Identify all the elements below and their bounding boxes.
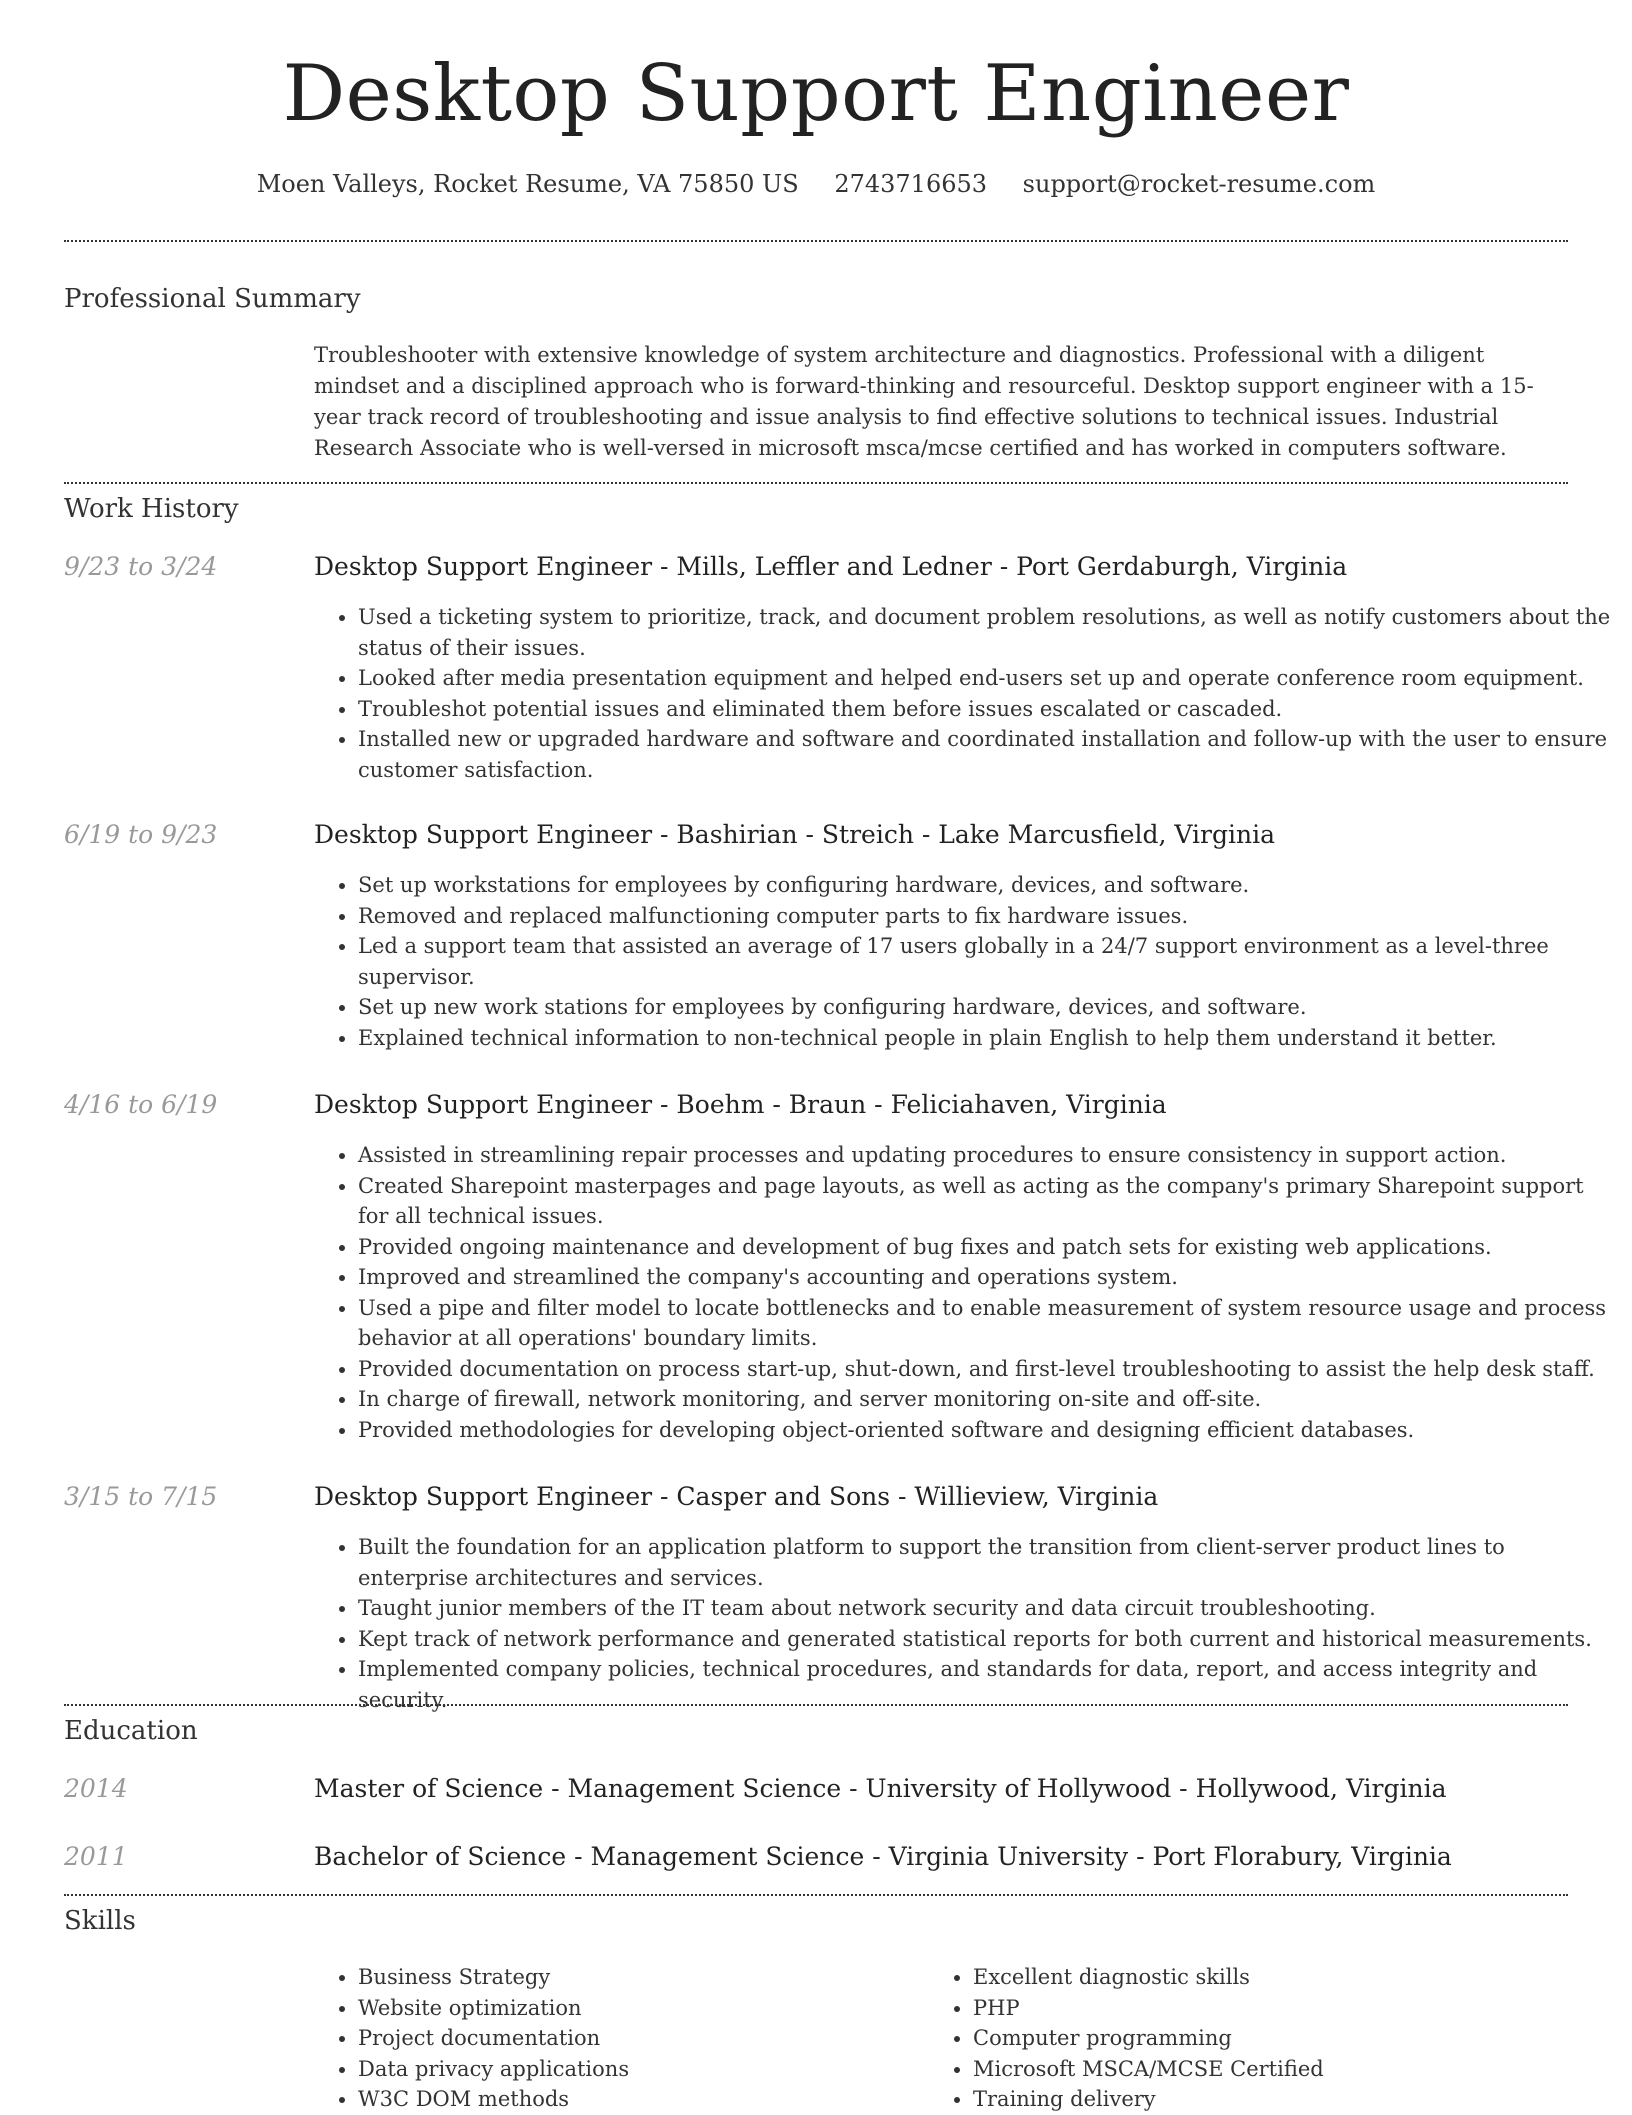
contact-email: support@rocket-resume.com <box>1022 170 1376 198</box>
skill-item: • PHP <box>973 1993 1573 2024</box>
education-degree: Master of Science - Management Science - University of Hollywood - Hollywood, Virginia <box>314 1774 1447 1803</box>
job-bullet: • Explained technical information to non-technical people in plain English to help them understand it better. <box>358 1023 1618 1054</box>
job-bullets <box>314 1532 1618 1715</box>
job-bullet: • Improved and streamlined the company's accounting and operations system. <box>358 1262 1618 1293</box>
section-title-education: Education <box>64 1716 198 1746</box>
job-bullet: • Installed new or upgraded hardware and software and coordinated installation and follow-up with the user to ensure customer satisfaction. <box>358 724 1618 785</box>
job-dates: 9/23 to 3/24 <box>64 552 218 581</box>
education-year: 2011 <box>64 1842 128 1871</box>
skill-item: • Training delivery <box>973 2084 1573 2115</box>
summary-text: Troubleshooter with extensive knowledge of system architecture and diagnostics. Professional with a diligent mindset and a disciplined approach who is forward-thinking and resourceful. Desktop support engineer with a 15-year track record of troubleshooting and issue analysis to find effective solutions to technical issues. Industrial Research Associate who is well-versed in microsoft msca/mcse certified and has worked in computers software. <box>314 343 1534 460</box>
job-dates: 4/16 to 6/19 <box>64 1090 218 1119</box>
skill-item: • Business Strategy <box>358 1962 918 1993</box>
job-bullet: • Looked after media presentation equipment and helped end-users set up and operate conference room equipment. <box>358 663 1618 694</box>
divider <box>64 1894 1568 1896</box>
job-bullet: • Set up new work stations for employees by configuring hardware, devices, and software. <box>358 992 1618 1023</box>
job-bullet: • Built the foundation for an application platform to support the transition from client-server product lines to enterprise architectures and services. <box>358 1532 1618 1593</box>
job-dates: 3/15 to 7/15 <box>64 1482 218 1511</box>
divider <box>64 240 1568 242</box>
job-bullets <box>314 1140 1618 1445</box>
section-title-skills: Skills <box>64 1906 136 1936</box>
job-bullet: • In charge of firewall, network monitoring, and server monitoring on-site and off-site. <box>358 1384 1618 1415</box>
job-bullets <box>314 870 1618 1053</box>
job-bullet: • Taught junior members of the IT team about network security and data circuit troubleshooting. <box>358 1593 1618 1624</box>
skills-list-left <box>314 1962 918 2115</box>
skill-item: • Computer programming <box>973 2023 1573 2054</box>
skill-item: • W3C DOM methods <box>358 2084 918 2115</box>
section-title-work-history: Work History <box>64 494 239 524</box>
job-bullet: • Provided methodologies for developing object-oriented software and designing efficient databases. <box>358 1415 1618 1446</box>
contact-phone: 2743716653 <box>834 170 988 198</box>
divider <box>64 1704 1568 1706</box>
skill-item: • Website optimization <box>358 1993 918 2024</box>
job-bullet: • Created Sharepoint masterpages and page layouts, as well as acting as the company's primary Sharepoint support for all technical issues. <box>358 1171 1618 1232</box>
job-bullet: • Assisted in streamlining repair processes and updating procedures to ensure consistency in support action. <box>358 1140 1618 1171</box>
skill-item: • Excellent diagnostic skills <box>973 1962 1573 1993</box>
divider <box>64 482 1568 484</box>
job-bullets <box>314 602 1618 785</box>
skill-item: • Data privacy applications <box>358 2054 918 2085</box>
education-degree: Bachelor of Science - Management Science - Virginia University - Port Florabury, Virginia <box>314 1842 1452 1871</box>
job-bullet: • Used a ticketing system to prioritize, track, and document problem resolutions, as well as notify customers about the status of their issues. <box>358 602 1618 663</box>
job-bullet: • Led a support team that assisted an average of 17 users globally in a 24/7 support environment as a level-three supervisor. <box>358 931 1618 992</box>
job-bullet: • Troubleshot potential issues and eliminated them before issues escalated or cascaded. <box>358 694 1618 725</box>
job-title: Desktop Support Engineer - Boehm - Braun - Feliciahaven, Virginia <box>314 1090 1167 1119</box>
education-year: 2014 <box>64 1774 128 1803</box>
job-title: Desktop Support Engineer - Casper and Sons - Willieview, Virginia <box>314 1482 1159 1511</box>
contact-address: Moen Valleys, Rocket Resume, VA 75850 US <box>256 170 799 198</box>
job-bullet: • Provided documentation on process start-up, shut-down, and first-level troubleshooting to assist the help desk staff. <box>358 1354 1618 1385</box>
section-title-summary: Professional Summary <box>64 284 361 314</box>
job-bullet: • Set up workstations for employees by configuring hardware, devices, and software. <box>358 870 1618 901</box>
job-title: Desktop Support Engineer - Mills, Leffler and Ledner - Port Gerdaburgh, Virginia <box>314 552 1348 581</box>
job-bullet: • Provided ongoing maintenance and development of bug fixes and patch sets for existing web applications. <box>358 1232 1618 1263</box>
job-bullet: • Implemented company policies, technical procedures, and standards for data, report, and access integrity and security. <box>358 1654 1618 1715</box>
job-bullet: • Used a pipe and filter model to locate bottlenecks and to enable measurement of system resource usage and process behavior at all operations' boundary limits. <box>358 1293 1618 1354</box>
contact-line <box>0 170 1632 199</box>
job-bullet: • Removed and replaced malfunctioning computer parts to fix hardware issues. <box>358 901 1618 932</box>
job-bullet: • Kept track of network performance and generated statistical reports for both current and historical measurements. <box>358 1624 1618 1655</box>
skills-list-right <box>929 1962 1573 2115</box>
skill-item: • Project documentation <box>358 2023 918 2054</box>
job-dates: 6/19 to 9/23 <box>64 820 218 849</box>
skill-item: • Microsoft MSCA/MCSE Certified <box>973 2054 1573 2085</box>
job-title: Desktop Support Engineer - Bashirian - Streich - Lake Marcusfield, Virginia <box>314 820 1275 849</box>
resume-name: Desktop Support Engineer <box>282 49 1350 139</box>
